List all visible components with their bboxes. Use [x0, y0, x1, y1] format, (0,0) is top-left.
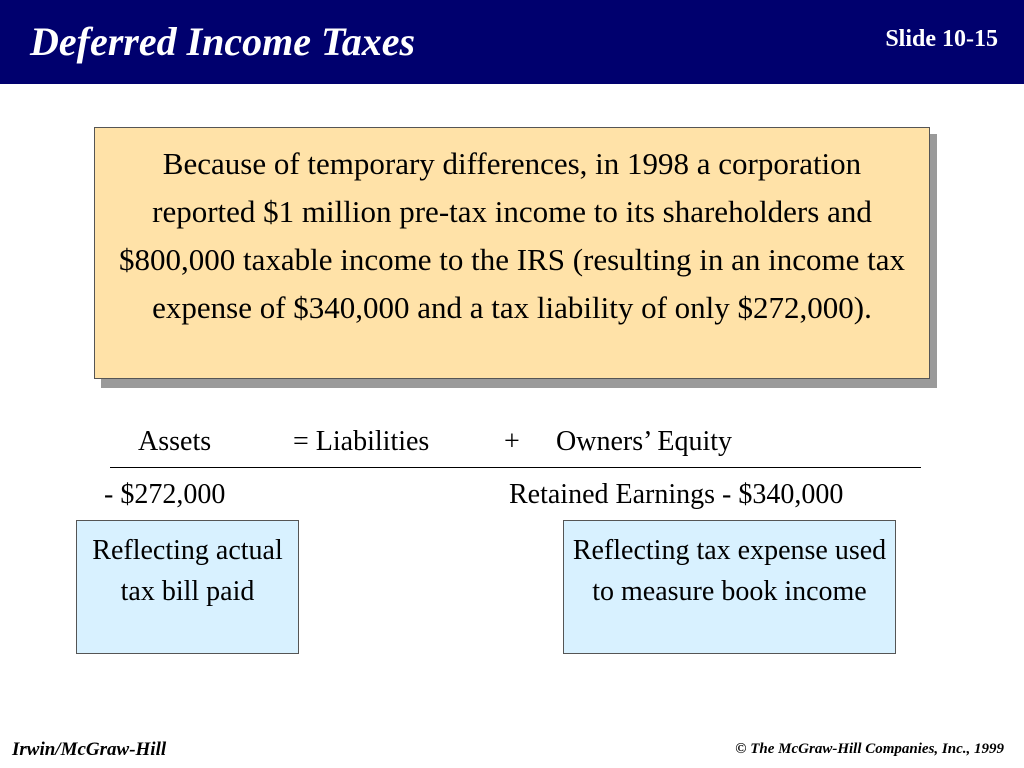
footer-publisher: Irwin/McGraw-Hill	[12, 739, 167, 760]
equation-owners-equity: Owners’ Equity	[556, 426, 732, 457]
slide-title: Deferred Income Taxes	[30, 19, 416, 64]
equation-assets: Assets	[138, 426, 212, 457]
note-box-tax-expense: Reflecting tax expense used to measure book income	[563, 520, 896, 654]
equation-plus: +	[504, 426, 520, 457]
footer-copyright: © The McGraw-Hill Companies, Inc., 1999	[735, 741, 1004, 757]
equation-liabilities: = Liabilities	[293, 426, 430, 457]
equation-divider	[110, 467, 921, 468]
title-bar	[0, 0, 1024, 84]
slide-number: Slide 10-15	[885, 26, 998, 52]
note-box-tax-bill: Reflecting actual tax bill paid	[76, 520, 299, 654]
retained-earnings-change-value: Retained Earnings - $340,000	[509, 479, 844, 510]
scenario-callout-box: Because of temporary differences, in 1998 a corporation reported $1 million pre-tax income to its shareholders and $800,000 taxable income to the IRS (resulting in an income tax expense of $340,000 and a tax liability of only $272,000).	[94, 127, 930, 379]
assets-change-value: - $272,000	[104, 479, 226, 510]
